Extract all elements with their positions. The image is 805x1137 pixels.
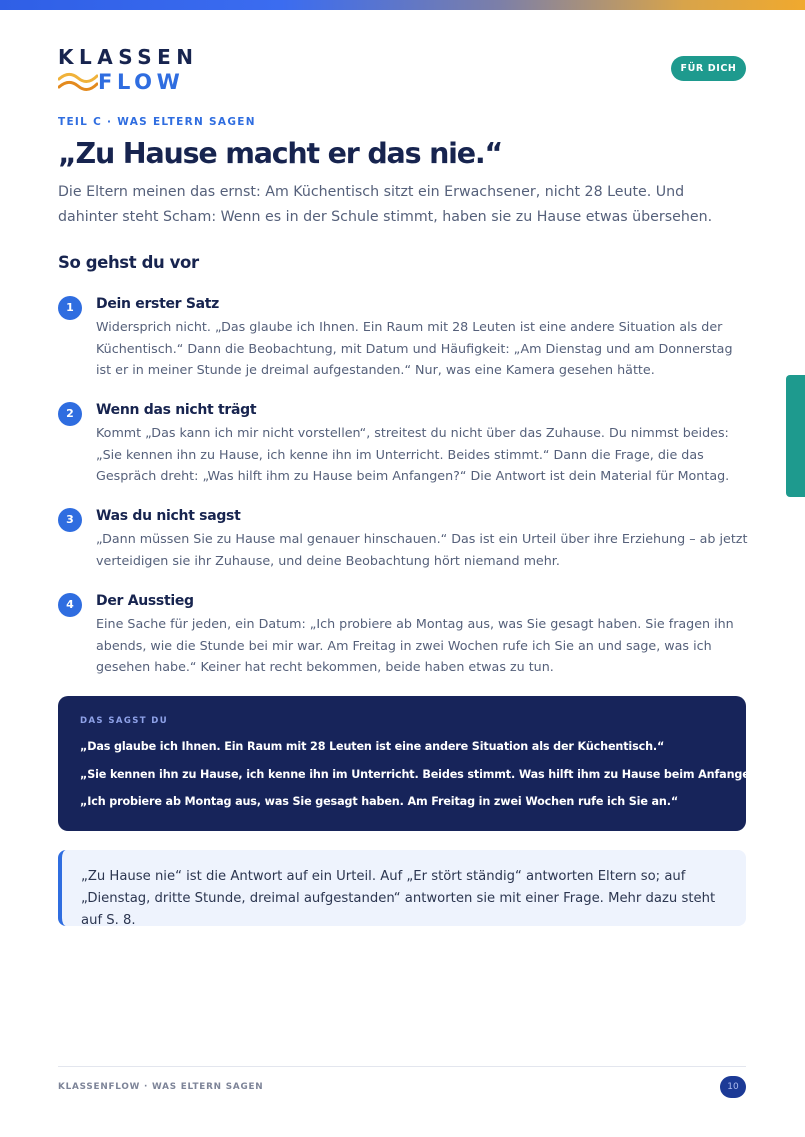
step-title: Der Ausstieg [96,593,194,609]
logo-wordmark-flow: FLOW [98,70,185,94]
logo-wordmark-top: KLASSEN [58,45,199,69]
step-number-badge: 3 [58,508,82,532]
step-title: Wenn das nicht trägt [96,402,257,418]
phrases-box [58,696,772,831]
step-item [58,294,748,384]
step-body: Eine Sache für jeden, ein Datum: „Ich probiere ab Montag aus, was Sie gesagt haben. Sie fragen ihn abends, wie die Stunde bei mir war. Am Freitag in zwei Wochen rufe ich Sie an und sage, was ich gesehen habe.“ Keiner hat recht bekommen, beide haben etwas zu tun. [96,616,734,674]
callout-note [58,850,746,926]
audience-badge: FÜR DICH [671,56,746,81]
phrases-label: DAS SAGST DU [80,716,169,726]
step-number-badge: 1 [58,296,82,320]
step-body: Widersprich nicht. „Das glaube ich Ihnen. Ein Raum mit 28 Leuten ist eine andere Situation als der Küchentisch.“ Dann die Beobachtung, mit Datum und Häufigkeit: „Am Dienstag und am Donnerstag ist er in meiner Stunde je dreimal aufgestanden.“ Nur, was eine Kamera gesehen hätte. [96,319,733,377]
top-gradient-bar [0,0,805,10]
logo-wordmark-bottom-row [58,70,198,94]
step-item [58,591,748,681]
wave-icon [58,72,98,92]
step-item [58,506,748,576]
step-number-badge: 2 [58,402,82,426]
step-number-badge: 4 [58,593,82,617]
callout-note-text: „Zu Hause nie“ ist die Antwort auf ein Urteil. Auf „Er stört ständig“ antworten Eltern so; auf „Dienstag, dritte Stunde, dreimal aufgestanden“ antworten sie mit einer Frage. Mehr dazu steht auf S. 8. [81,869,716,928]
footer-running-title: KLASSENFLOW · WAS ELTERN SAGEN [58,1082,264,1092]
footer-divider [58,1066,746,1067]
phrase-line: „Das glaube ich Ihnen. Ein Raum mit 28 Leuten ist eine andere Situation als der Küchentisch.“ [80,740,665,753]
side-tab-marker [786,375,805,497]
steps-heading: So gehst du vor [58,253,199,272]
phrase-line: „Ich probiere ab Montag aus, was Sie gesagt haben. Am Freitag in zwei Wochen rufe ich Sie an.“ [80,795,679,808]
page-title: „Zu Hause macht er das nie.“ [58,137,503,170]
step-title: Dein erster Satz [96,296,220,312]
logo [58,46,198,94]
section-eyebrow: TEIL C · WAS ELTERN SAGEN [58,116,256,128]
step-item [58,400,748,490]
step-body: „Dann müssen Sie zu Hause mal genauer hinschauen.“ Das ist ein Urteil über ihre Erziehung – ab jetzt verteidigen sie ihr Zuhause, und deine Beobachtung hört niemand mehr. [96,531,748,568]
intro-paragraph: Die Eltern meinen das ernst: Am Küchentisch sitzt ein Erwachsener, nicht 28 Leute. Und dahinter steht Scham: Wenn es in der Schule stimmt, haben sie zu Hause etwas übersehen. [58,184,713,225]
page-number: 10 [720,1076,746,1098]
step-title: Was du nicht sagst [96,508,241,524]
phrase-line: „Sie kennen ihn zu Hause, ich kenne ihn im Unterricht. Beides stimmt. Was hilft ihm zu Hause beim Anfangen?“ [80,768,772,781]
step-body: Kommt „Das kann ich mir nicht vorstellen“, streitest du nicht über das Zuhause. Du nimmst beides: „Sie kennen ihn zu Hause, ich kenne ihn im Unterricht. Beides stimmt.“ Dann die Frage, die das Gespräch dreht: „Was hilft ihm zu Hause beim Anfangen?“ Die Antwort ist dein Material für Montag. [96,425,730,483]
